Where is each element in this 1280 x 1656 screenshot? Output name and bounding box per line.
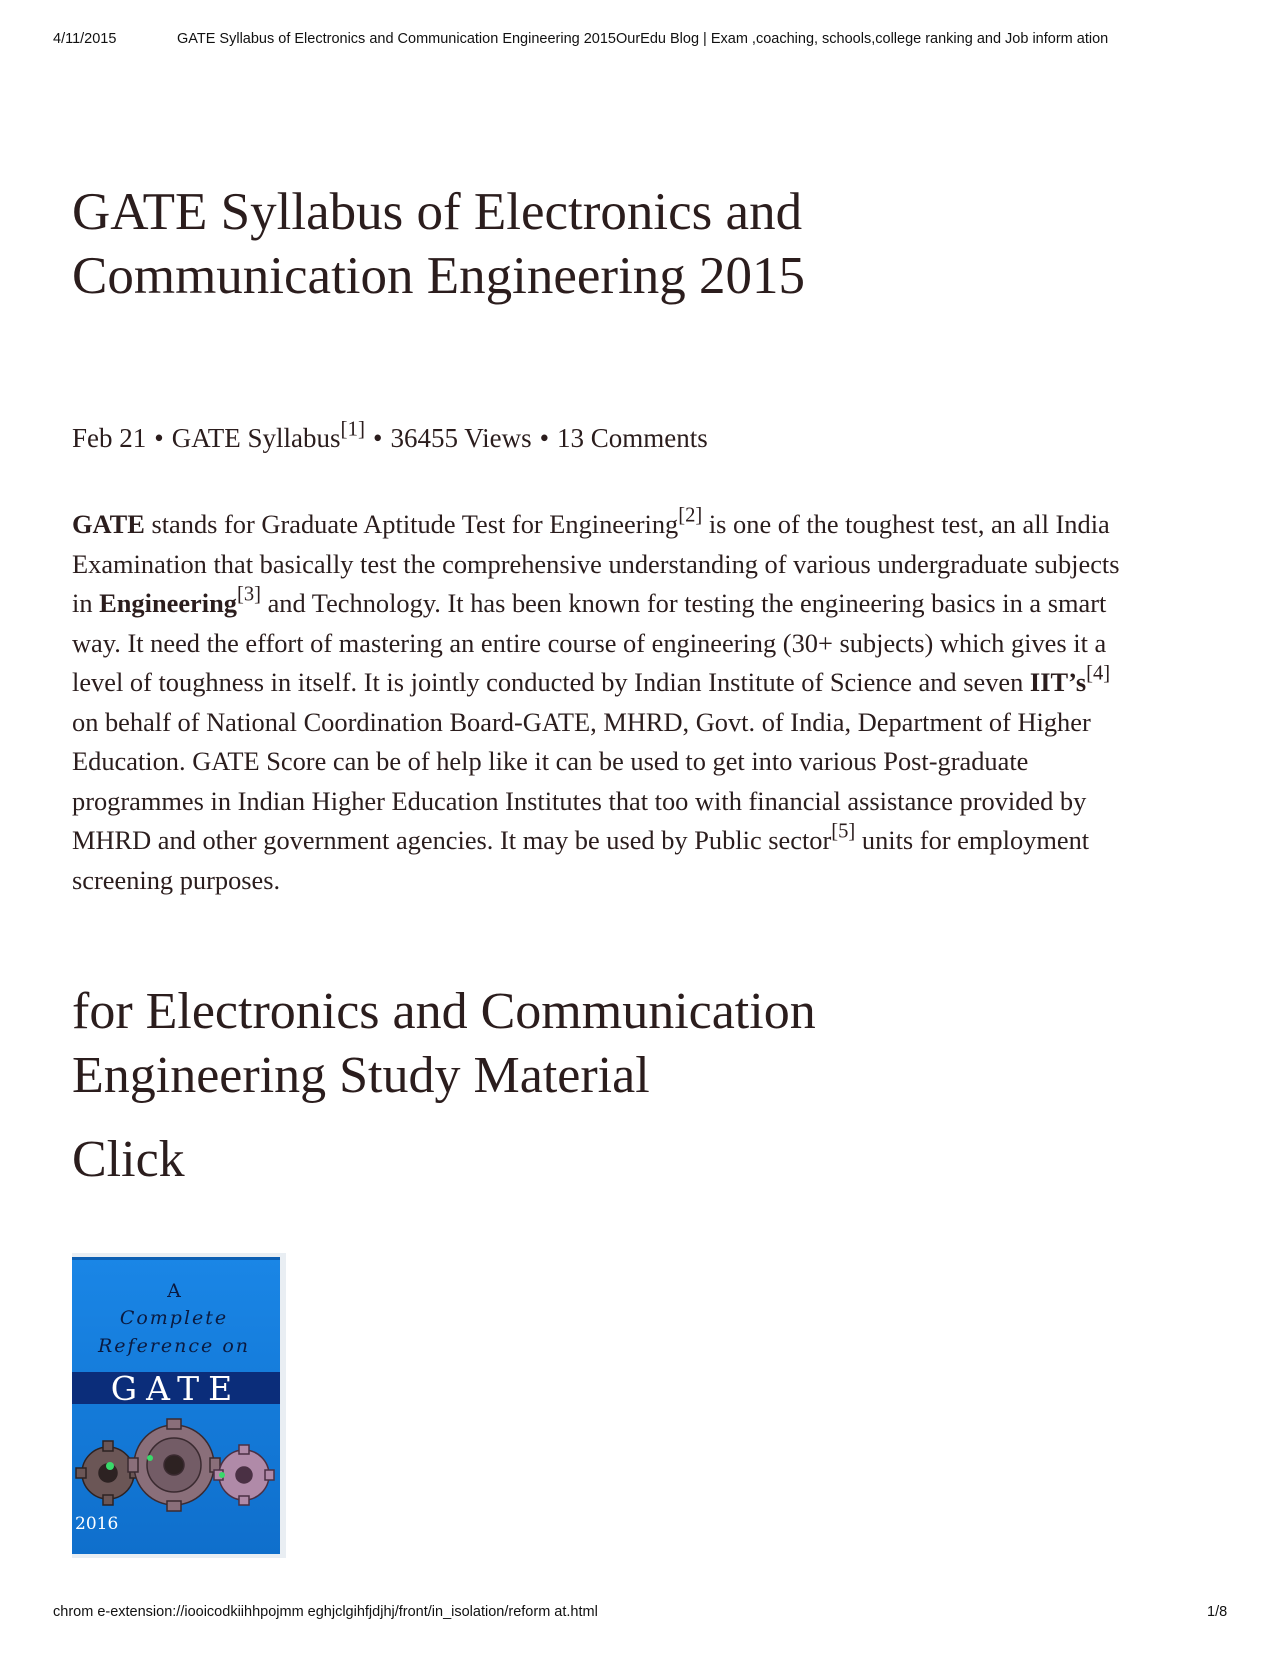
section-heading: for Electronics and Communication Engineering Study Material xyxy=(72,983,816,1104)
post-date: Feb 21 xyxy=(72,423,147,453)
intro-text: and Technology. It has been known for testing the engineering basics in a smart way. It need the effort of mastering an entire course of engineering (30+ subjects) which gives it a level of toughness in itself. It is jointly conducted by Indian Institute of Science and seven xyxy=(72,588,1107,697)
meta-separator: • xyxy=(154,423,164,453)
cover-line-a: A xyxy=(167,1280,181,1302)
intro-text: units for employment screening purposes. xyxy=(72,825,1090,895)
bold-term-engineering: Engineering xyxy=(99,588,237,618)
cover-top-edge xyxy=(72,1257,280,1260)
post-category-link[interactable]: GATE Syllabus xyxy=(171,423,341,453)
book-cover-link[interactable] xyxy=(72,1253,286,1558)
intro-text: is one of the toughest test, an all India Examination that basically test the comprehensive understanding of various undergraduate subjects in xyxy=(72,509,1120,618)
footnote-ref[interactable]: [5] xyxy=(831,820,856,843)
click-heading: Click xyxy=(72,1131,185,1188)
footnote-ref[interactable]: [2] xyxy=(678,504,703,527)
cover-title-gate: GATE xyxy=(110,1369,242,1408)
meta-separator: • xyxy=(539,423,550,453)
post-meta xyxy=(72,416,708,454)
footnote-ref[interactable]: [4] xyxy=(1086,662,1111,685)
intro-text: stands for Graduate Aptitude Test for Engineering xyxy=(144,509,679,539)
cover-line-reference: Reference on xyxy=(98,1335,250,1357)
print-page-title: GATE Syllabus of Electronics and Communication Engineering 2015OurEdu Blog | Exam ,coaching, schools,college ranking and Job inform ation xyxy=(177,31,1109,47)
article xyxy=(72,180,1132,1188)
bold-term-gate: GATE xyxy=(72,509,145,539)
cover-line-complete: Complete xyxy=(119,1307,229,1329)
page-number: 1/8 xyxy=(1207,1604,1228,1620)
post-comments-link[interactable]: 13 Comments xyxy=(557,423,708,453)
post-views: 36455 Views xyxy=(390,423,532,453)
print-url: chrom e-extension://iooicodkiihhpojmm eghjclgihfjdjhj/front/in_isolation/reform at.html xyxy=(53,1604,598,1620)
meta-separator: • xyxy=(373,423,383,453)
cover-year: 2016 xyxy=(75,1514,119,1534)
footnote-ref[interactable]: [1] xyxy=(340,416,365,441)
intro-paragraph xyxy=(72,505,1132,900)
footnote-ref[interactable]: [3] xyxy=(236,583,261,606)
post-title: GATE Syllabus of Electronics and Communication Engineering 2015 xyxy=(72,183,806,305)
print-date: 4/11/2015 xyxy=(53,31,117,47)
bold-term-iits: IIT’s xyxy=(1029,667,1087,697)
intro-text: on behalf of National Coordination Board-GATE, MHRD, Govt. of India, Department of Higher Education. GATE Score can be of help like it can be used to get into various Post-graduate programmes in Indian Higher Education Institutes that too with financial assistance provided by MHRD and other government agencies. It may be used by Public sector xyxy=(72,706,1091,855)
